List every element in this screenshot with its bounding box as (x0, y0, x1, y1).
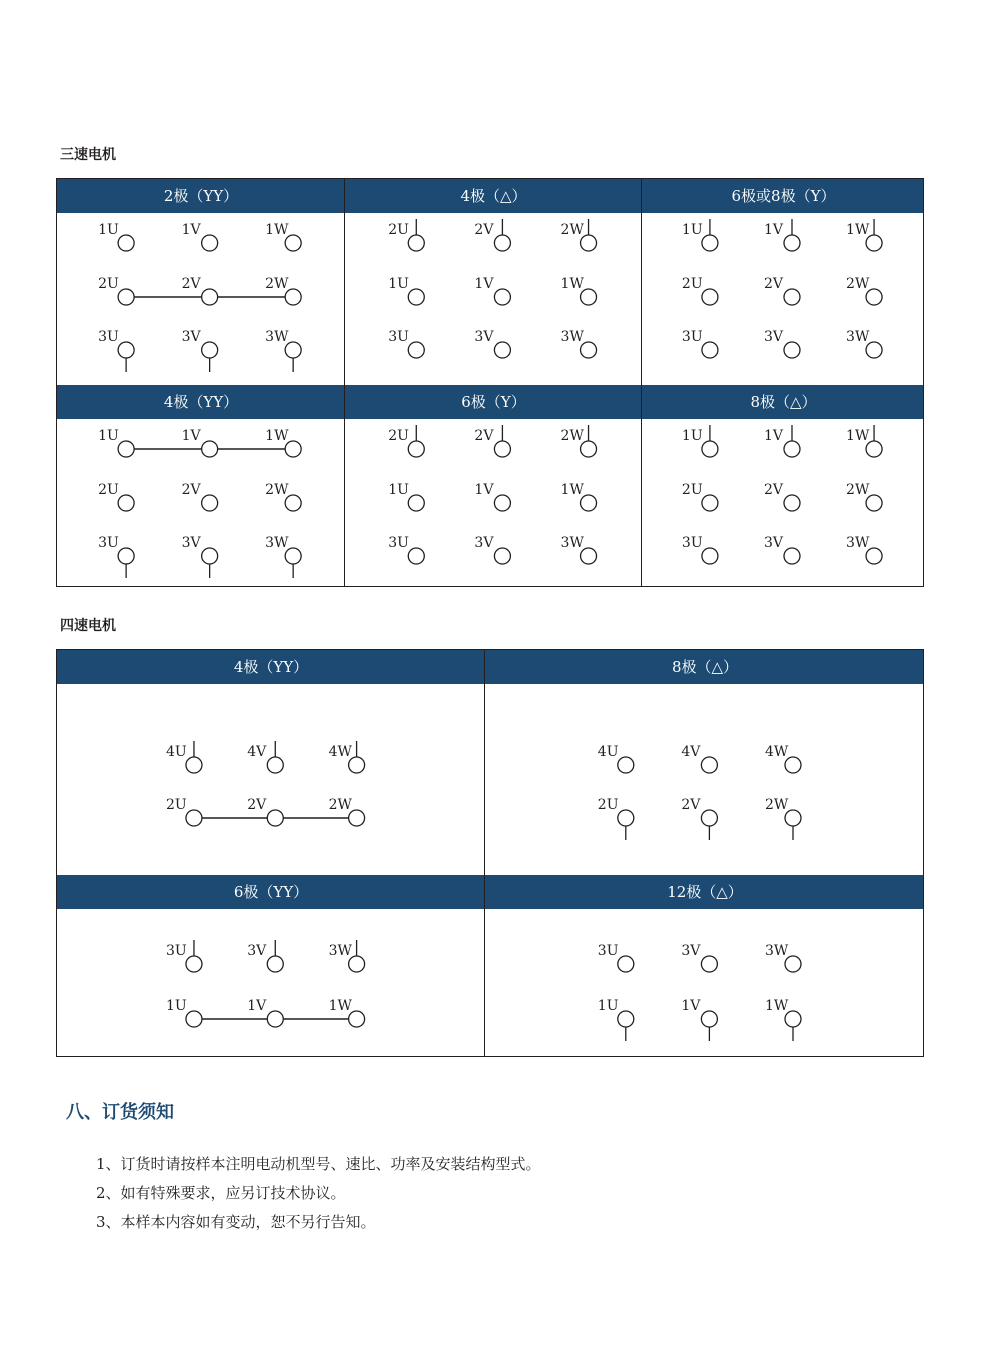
terminal-label: 2W (846, 276, 870, 292)
grid-divider (344, 179, 345, 587)
four-speed-cell-12pole-delta (485, 875, 924, 1057)
terminal-label: 1U (681, 428, 703, 444)
cell-header: 2极（YY） (57, 179, 345, 213)
terminal-label: 1W (560, 276, 584, 292)
cell-header: 8极（△） (642, 385, 924, 419)
terminal-label: 3U (98, 535, 119, 551)
three-speed-cell-4pole-delta (345, 179, 642, 385)
terminal-label: 3W (265, 329, 289, 345)
terminal-label: 3W (765, 943, 789, 959)
terminal-label: 1U (98, 222, 119, 238)
three-speed-cell-6pole-y (345, 385, 642, 587)
terminal-label: 3W (328, 943, 352, 959)
terminal-circle (866, 495, 882, 511)
terminal-circle (702, 289, 718, 305)
grid-divider (641, 179, 642, 587)
terminal-label: 2V (247, 797, 267, 813)
terminal-circle (581, 548, 597, 564)
terminal-label: 1U (388, 276, 409, 292)
terminal-label: 3W (560, 535, 584, 551)
terminal-label: 2U (165, 797, 187, 813)
terminal-circle (785, 956, 801, 972)
terminal-label: 3V (763, 535, 784, 551)
terminal-circle (186, 757, 202, 773)
terminal-circle (494, 289, 510, 305)
terminal-circle (702, 235, 718, 251)
terminal-diagram (57, 213, 345, 385)
terminal-label: 3V (474, 535, 494, 551)
order-notes-title: 八、订货须知 (66, 1102, 174, 1123)
cell-header: 4极（YY） (57, 385, 345, 419)
terminal-circle (118, 441, 134, 457)
terminal-label: 1W (846, 428, 870, 444)
terminal-label: 1W (265, 222, 289, 238)
four-speed-cell-8pole-delta (485, 650, 924, 875)
terminal-label: 1U (597, 998, 619, 1014)
terminal-circle (186, 956, 202, 972)
terminal-label: 2U (681, 276, 703, 292)
four-speed-table (56, 649, 924, 1057)
terminal-label: 2W (765, 797, 789, 813)
terminal-circle (494, 235, 510, 251)
terminal-circle (581, 441, 597, 457)
terminal-circle (202, 441, 218, 457)
terminal-label: 1W (328, 998, 352, 1014)
terminal-circle (202, 235, 218, 251)
terminal-circle (408, 235, 424, 251)
cell-header: 6极或8极（Y） (642, 179, 924, 213)
terminal-circle (581, 235, 597, 251)
terminal-circle (349, 757, 365, 773)
terminal-label: 3W (265, 535, 289, 551)
terminal-diagram (57, 419, 345, 587)
terminal-circle (701, 810, 717, 826)
terminal-circle (349, 1011, 365, 1027)
terminal-circle (702, 548, 718, 564)
terminal-label: 3W (846, 535, 870, 551)
order-note-item: 3、本样本内容如有变动，恕不另行告知。 (96, 1213, 376, 1231)
terminal-circle (618, 1011, 634, 1027)
terminal-circle (784, 235, 800, 251)
four-speed-title: 四速电机 (60, 618, 116, 634)
three-speed-cell-2pole-yy (57, 179, 345, 385)
terminal-label: 3W (846, 329, 870, 345)
terminal-circle (349, 810, 365, 826)
terminal-circle (581, 289, 597, 305)
terminal-circle (494, 441, 510, 457)
terminal-label: 1U (681, 222, 703, 238)
three-speed-table (56, 178, 924, 587)
terminal-label: 3V (181, 329, 201, 345)
terminal-circle (618, 810, 634, 826)
terminal-circle (118, 495, 134, 511)
terminal-label: 1V (474, 276, 494, 292)
terminal-circle (267, 810, 283, 826)
terminal-circle (285, 548, 301, 564)
terminal-diagram (642, 419, 924, 587)
terminal-label: 2W (265, 482, 289, 498)
terminal-label: 3V (763, 329, 784, 345)
terminal-circle (702, 342, 718, 358)
terminal-circle (618, 757, 634, 773)
terminal-label: 1W (846, 222, 870, 238)
terminal-circle (408, 441, 424, 457)
four-speed-cell-6pole-yy (57, 875, 485, 1057)
terminal-diagram (642, 213, 924, 385)
terminal-circle (202, 289, 218, 305)
terminal-circle (408, 548, 424, 564)
terminal-circle (702, 441, 718, 457)
terminal-circle (202, 495, 218, 511)
terminal-circle (267, 1011, 283, 1027)
terminal-circle (701, 1011, 717, 1027)
terminal-circle (784, 441, 800, 457)
terminal-label: 1U (388, 482, 409, 498)
order-note-item: 1、订货时请按样本注明电动机型号、速比、功率及安装结构型式。 (96, 1155, 541, 1173)
terminal-circle (784, 495, 800, 511)
terminal-circle (285, 235, 301, 251)
terminal-label: 4U (597, 744, 619, 760)
terminal-circle (118, 289, 134, 305)
terminal-label: 3V (247, 943, 267, 959)
terminal-diagram (57, 909, 485, 1057)
terminal-label: 2V (763, 482, 784, 498)
terminal-label: 2V (763, 276, 784, 292)
terminal-circle (618, 956, 634, 972)
terminal-label: 2V (474, 428, 494, 444)
terminal-circle (408, 289, 424, 305)
terminal-label: 3V (474, 329, 494, 345)
terminal-label: 1W (765, 998, 789, 1014)
terminal-label: 2U (388, 428, 409, 444)
terminal-label: 4V (247, 744, 267, 760)
terminal-label: 2V (681, 797, 701, 813)
terminal-circle (866, 235, 882, 251)
terminal-circle (202, 342, 218, 358)
cell-header: 12极（△） (485, 875, 924, 909)
terminal-circle (784, 289, 800, 305)
cell-header: 8极（△） (485, 650, 924, 684)
terminal-label: 3U (681, 535, 703, 551)
terminal-label: 1V (474, 482, 494, 498)
terminal-label: 2V (474, 222, 494, 238)
three-speed-cell-8pole-delta (642, 385, 924, 587)
terminal-label: 1V (763, 222, 784, 238)
terminal-label: 1V (181, 428, 201, 444)
terminal-diagram (57, 684, 485, 875)
terminal-circle (785, 757, 801, 773)
cell-header: 6极（YY） (57, 875, 485, 909)
three-speed-cell-4pole-yy (57, 385, 345, 587)
terminal-circle (285, 342, 301, 358)
cell-header: 6极（Y） (345, 385, 642, 419)
terminal-circle (581, 342, 597, 358)
terminal-circle (186, 1011, 202, 1027)
terminal-label: 1V (247, 998, 267, 1014)
terminal-circle (408, 342, 424, 358)
terminal-label: 3U (165, 943, 187, 959)
three-speed-title: 三速电机 (60, 147, 116, 163)
terminal-circle (285, 495, 301, 511)
terminal-label: 2W (560, 222, 584, 238)
terminal-circle (118, 548, 134, 564)
terminal-diagram (345, 213, 642, 385)
terminal-label: 3V (681, 943, 701, 959)
terminal-circle (285, 289, 301, 305)
terminal-diagram (485, 684, 924, 875)
terminal-circle (267, 956, 283, 972)
terminal-circle (784, 548, 800, 564)
terminal-label: 1V (181, 222, 201, 238)
terminal-label: 3U (388, 329, 409, 345)
terminal-label: 1V (681, 998, 701, 1014)
terminal-circle (494, 342, 510, 358)
terminal-label: 2W (328, 797, 352, 813)
terminal-circle (494, 548, 510, 564)
terminal-label: 4W (328, 744, 352, 760)
terminal-circle (408, 495, 424, 511)
terminal-circle (866, 548, 882, 564)
terminal-circle (581, 495, 597, 511)
terminal-label: 1U (98, 428, 119, 444)
terminal-circle (866, 342, 882, 358)
terminal-label: 2U (388, 222, 409, 238)
terminal-label: 3U (681, 329, 703, 345)
terminal-label: 1W (265, 428, 289, 444)
terminal-circle (186, 810, 202, 826)
terminal-label: 1W (560, 482, 584, 498)
terminal-circle (866, 441, 882, 457)
terminal-label: 3U (388, 535, 409, 551)
terminal-label: 4V (681, 744, 701, 760)
terminal-label: 2U (597, 797, 619, 813)
terminal-label: 3U (597, 943, 619, 959)
order-note-item: 2、如有特殊要求，应另订技术协议。 (96, 1184, 346, 1202)
terminal-circle (784, 342, 800, 358)
terminal-label: 1U (165, 998, 187, 1014)
grid-divider (484, 650, 485, 1057)
terminal-circle (494, 495, 510, 511)
terminal-label: 3W (560, 329, 584, 345)
terminal-circle (785, 1011, 801, 1027)
terminal-label: 3V (181, 535, 201, 551)
three-speed-cell-6-8pole-y (642, 179, 924, 385)
terminal-label: 2W (560, 428, 584, 444)
terminal-circle (701, 757, 717, 773)
terminal-circle (267, 757, 283, 773)
terminal-label: 3U (98, 329, 119, 345)
terminal-label: 2U (98, 276, 119, 292)
terminal-circle (118, 235, 134, 251)
terminal-circle (118, 342, 134, 358)
terminal-label: 2V (181, 276, 201, 292)
terminal-label: 2W (265, 276, 289, 292)
cell-header: 4极（△） (345, 179, 642, 213)
terminal-label: 4U (165, 744, 187, 760)
terminal-circle (202, 548, 218, 564)
terminal-circle (701, 956, 717, 972)
terminal-circle (866, 289, 882, 305)
terminal-circle (785, 810, 801, 826)
terminal-label: 2U (98, 482, 119, 498)
terminal-diagram (345, 419, 642, 587)
terminal-circle (349, 956, 365, 972)
terminal-label: 1V (763, 428, 784, 444)
terminal-label: 2W (846, 482, 870, 498)
four-speed-cell-4pole-yy (57, 650, 485, 875)
terminal-label: 4W (765, 744, 789, 760)
terminal-diagram (485, 909, 924, 1057)
terminal-circle (702, 495, 718, 511)
terminal-label: 2V (181, 482, 201, 498)
terminal-label: 2U (681, 482, 703, 498)
terminal-circle (285, 441, 301, 457)
cell-header: 4极（YY） (57, 650, 485, 684)
